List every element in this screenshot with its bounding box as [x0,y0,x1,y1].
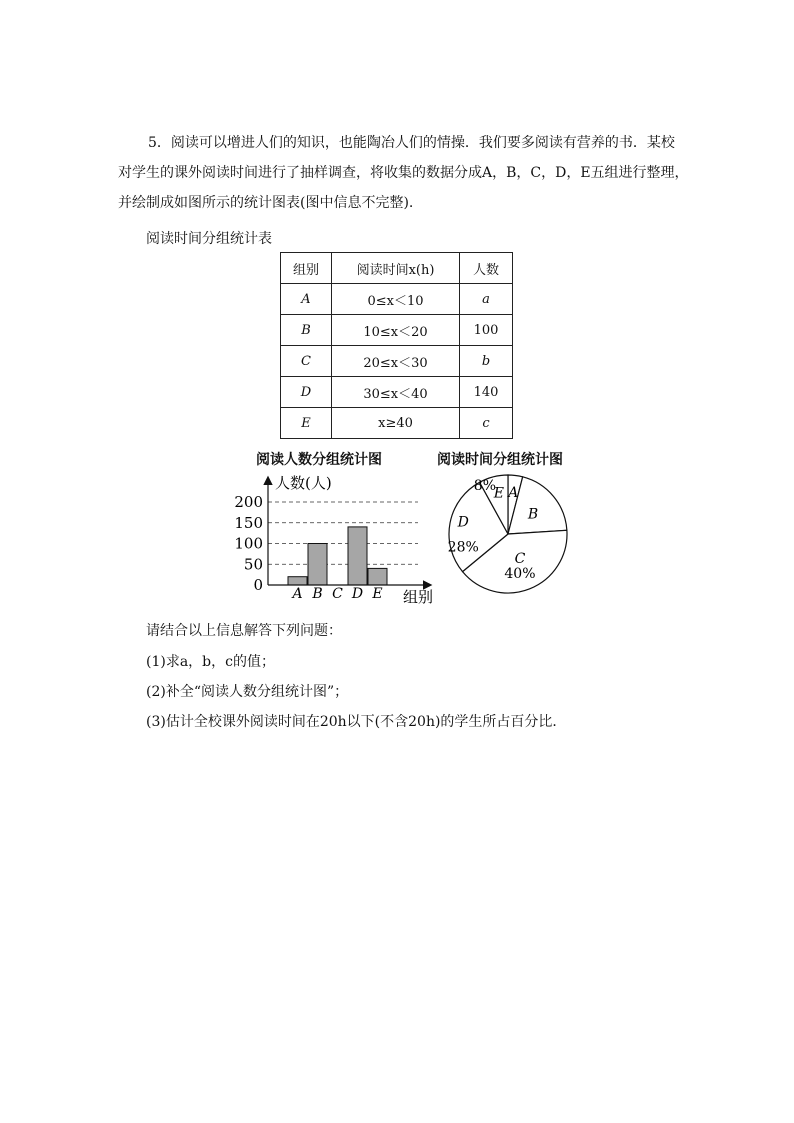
problem-statement [118,128,698,218]
header-time: 阅读时间x(h) [332,253,460,284]
table-caption: 阅读时间分组统计表 [146,231,272,247]
table-cell: D [281,377,332,408]
table-cell: C [281,346,332,377]
problem-line-1: 5．阅读可以增进人们的知识，也能陶冶人们的情操．我们要多阅读有营养的书．某校 [148,135,675,151]
bar-chart-title: 阅读人数分组统计图 [256,452,382,468]
pie-chart [446,472,571,597]
pie-slice-label: A [508,484,519,501]
table-cell: 10≤x＜20 [332,315,460,346]
table-cell: 0≤x＜10 [332,284,460,315]
x-tick-label: E [372,586,383,602]
table-cell: 140 [460,377,513,408]
bar [288,577,307,585]
header-group: 组别 [281,253,332,284]
pie-slice-percent: 40% [504,566,536,583]
question-2: (2)补全“阅读人数分组统计图”； [146,684,349,700]
problem-line-2: 对学生的课外阅读时间进行了抽样调查，将收集的数据分成A，B，C，D，E五组进行整理， [118,165,689,181]
table-cell: b [460,346,513,377]
frequency-table [280,252,513,439]
pie-chart-title: 阅读时间分组统计图 [437,452,563,468]
table-row [281,315,513,346]
x-axis-label: 组别 [403,588,434,606]
pie-slice-label: E [493,485,505,502]
y-tick-label: 50 [243,555,263,574]
bar-chart [220,470,445,610]
table-row [281,284,513,315]
pie-slice-label: D [457,514,469,531]
pie-slice-percent: 8% [473,478,497,494]
table-cell: A [281,284,332,315]
problem-line-3: 并绘制成如图所示的统计图表(图中信息不完整). [118,195,414,211]
bar [308,544,327,586]
table-cell: c [460,408,513,439]
table-cell: 30≤x＜40 [332,377,460,408]
y-tick-label: 100 [234,534,263,553]
y-tick-label: 0 [253,576,263,594]
pie-slice-percent: 28% [447,539,479,556]
x-tick-label: B [312,586,323,602]
table-cell: a [460,284,513,315]
x-tick-label: C [332,586,343,602]
table-row [281,377,513,408]
x-tick-label: D [351,586,364,602]
table-cell: B [281,315,332,346]
bar [348,527,367,585]
y-axis-label: 人数(人) [275,474,332,492]
table-cell: 100 [460,315,513,346]
x-tick-label: A [292,586,303,602]
table-row [281,408,513,439]
pie-slice-label: C [514,551,526,568]
question-1: (1)求a，b，c的值； [146,654,275,670]
table-cell: x≥40 [332,408,460,439]
header-count: 人数 [460,253,513,284]
table-cell: 20≤x＜30 [332,346,460,377]
y-tick-label: 200 [234,493,263,511]
table-cell: E [281,408,332,439]
question-3: (3)估计全校课外阅读时间在20h以下(不含20h)的学生所占百分比． [146,714,567,730]
y-tick-label: 150 [234,513,263,532]
questions-intro: 请结合以上信息解答下列问题： [146,623,342,639]
bar [368,568,387,585]
table-row [281,346,513,377]
pie-slice-label: B [527,506,539,523]
table-header-row [281,253,513,284]
